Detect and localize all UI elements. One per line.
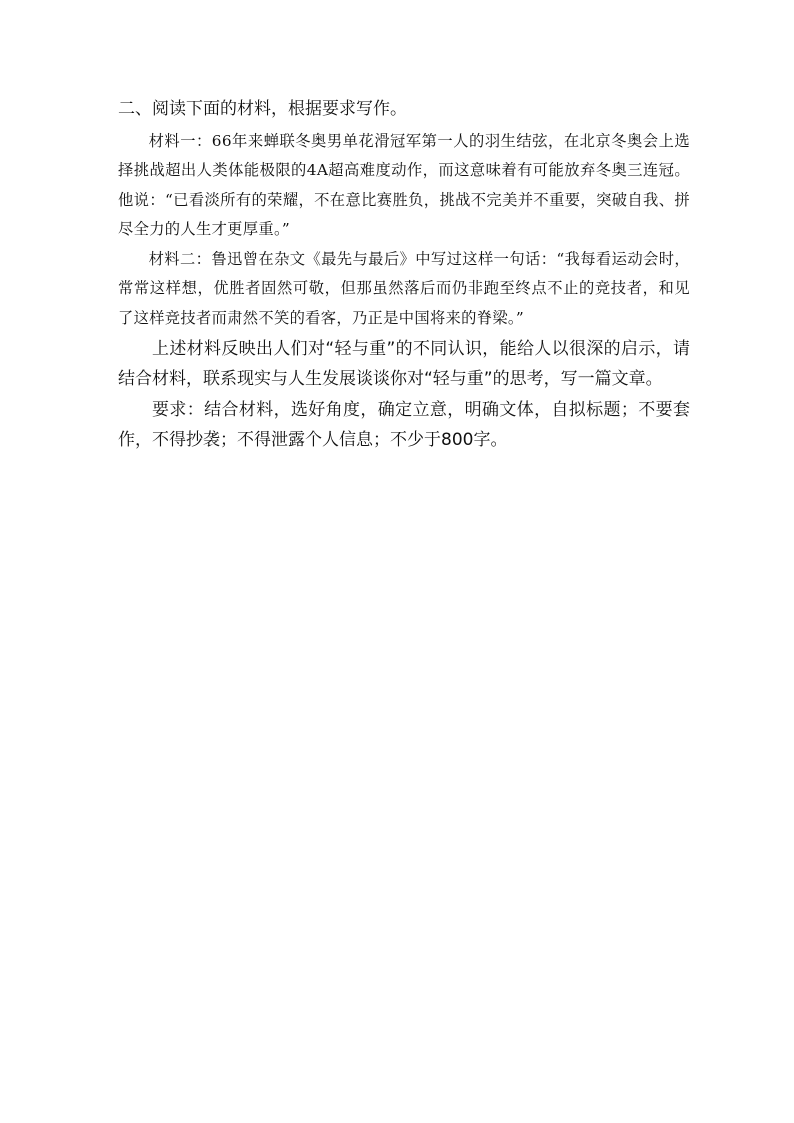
exam-question: [118, 97, 690, 455]
section-title: 二、阅读下面的材料，根据要求写作。: [118, 99, 407, 119]
writing-requirements: 要求：结合材料，选好角度，确定立意，明确文体，自拟标题；不要套作，不得抄袭；不得泄露个人信息；不少于800字。: [118, 400, 690, 451]
material-one: 材料一：66年来蝉联冬奥男单花滑冠军第一人的羽生结弦，在北京冬奥会上选择挑战超出人类体能极限的4A超高难度动作，而这意味着有可能放弃冬奥三连冠。他说：“已看淡所有的荣耀，不在意比赛胜负，挑战不完美并不重要，突破自我、拼尽全力的人生才更厚重。”: [118, 132, 690, 238]
writing-task: 上述材料反映出人们对“轻与重”的不同认识，能给人以很深的启示，请结合材料，联系现实与人生发展谈谈你对“轻与重”的思考，写一篇文章。: [118, 339, 690, 390]
material-two: 材料二：鲁迅曾在杂文《最先与最后》中写过这样一句话：“我每看运动会时，常常这样想，优胜者固然可敬，但那虽然落后而仍非跑至终点不止的竞技者，和见了这样竞技者而肃然不笑的看客，乃正是中国将来的脊梁。”: [118, 250, 690, 327]
